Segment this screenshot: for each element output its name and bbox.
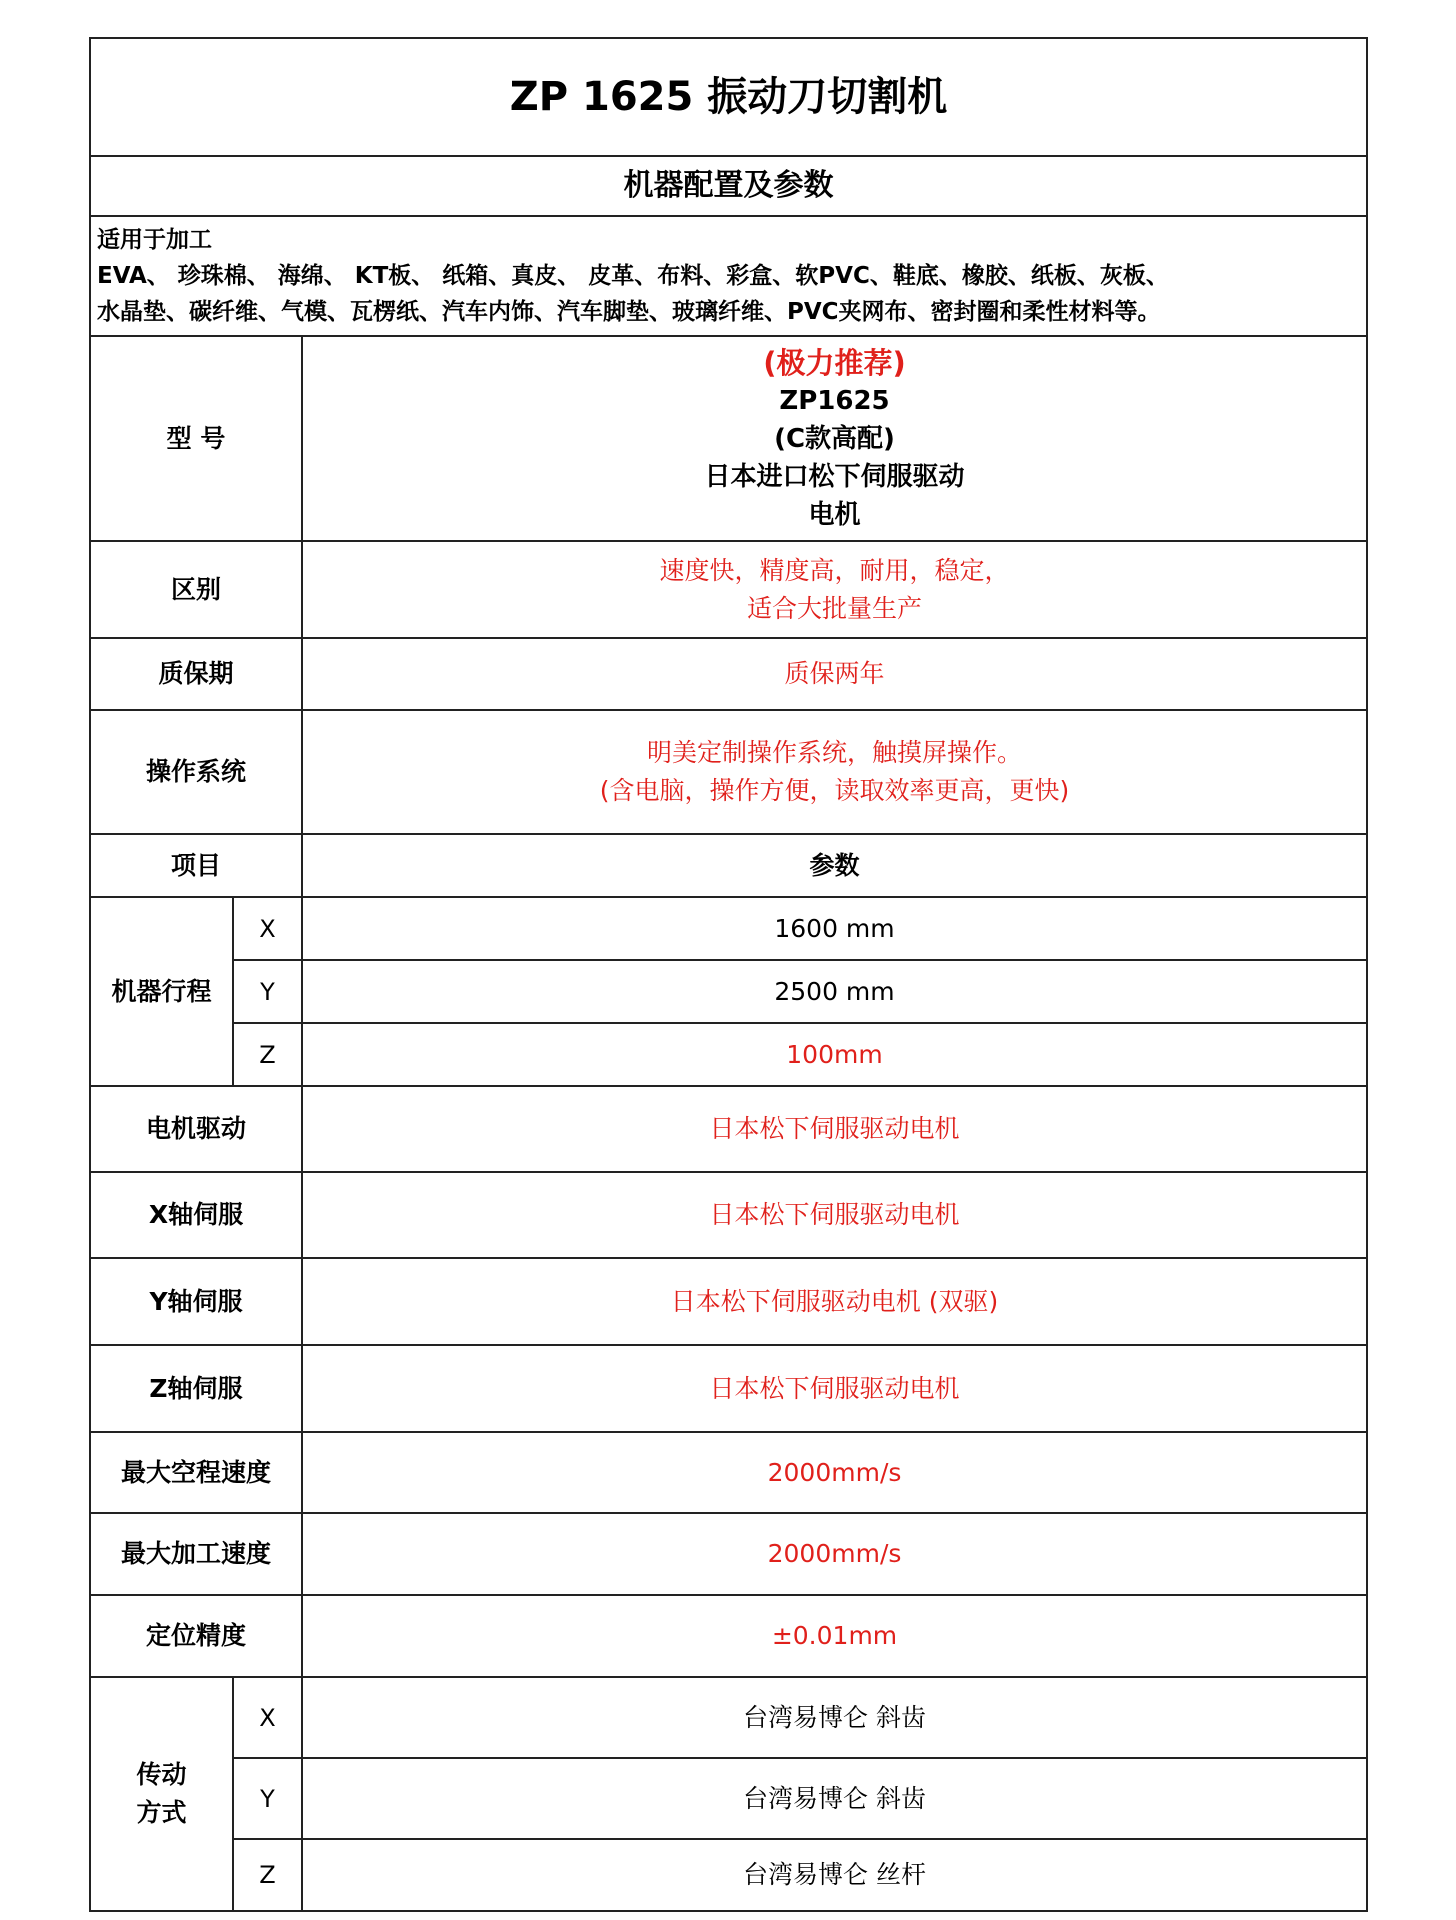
- positioning-label: 定位精度: [90, 1595, 302, 1677]
- x-servo-value: 日本松下伺服驱动电机: [302, 1172, 1367, 1258]
- applications-line-2: 水晶垫、碳纤维、气模、瓦楞纸、汽车内饰、汽车脚垫、玻璃纤维、PVC夹网布、密封圈和柔性材料等。: [97, 299, 1161, 325]
- recommend-tag: (极力推荐): [763, 345, 906, 380]
- difference-line-1: 速度快，精度高，耐用，稳定，: [659, 555, 1010, 585]
- max-idle-speed-label: 最大空程速度: [90, 1432, 302, 1513]
- difference-row: [90, 541, 1367, 638]
- transmission-axis-z: Z: [233, 1839, 302, 1911]
- transmission-label-line-2: 方式: [136, 1798, 187, 1827]
- header-row: [90, 834, 1367, 897]
- os-line-1: 明美定制操作系统，触摸屏操作。: [646, 738, 1022, 767]
- model-name: ZP1625: [779, 385, 890, 416]
- model-drive-line-2: 电机: [808, 499, 861, 530]
- y-servo-label: Y轴伺服: [90, 1258, 302, 1345]
- model-row: [90, 336, 1367, 541]
- title-row: [90, 38, 1367, 156]
- applications-cell: [90, 216, 1367, 336]
- travel-value-z: 100mm: [302, 1023, 1367, 1086]
- transmission-row-x: [90, 1677, 1367, 1758]
- section-title: 机器配置及参数: [90, 156, 1367, 216]
- max-cut-speed-row: [90, 1513, 1367, 1595]
- x-servo-row: [90, 1172, 1367, 1258]
- transmission-label: [90, 1677, 233, 1911]
- os-value: [302, 710, 1367, 834]
- transmission-value-z: 台湾易博仑 丝杆: [302, 1839, 1367, 1911]
- difference-value: [302, 541, 1367, 638]
- travel-axis-z: Z: [233, 1023, 302, 1086]
- os-line-2: (含电脑，操作方便，读取效率更高，更快): [599, 776, 1070, 805]
- travel-row-x: [90, 897, 1367, 960]
- model-variant: (C款高配): [774, 423, 895, 454]
- applications-heading: 适用于加工: [97, 227, 212, 253]
- travel-value-y: 2500 mm: [302, 960, 1367, 1023]
- y-servo-value: 日本松下伺服驱动电机 (双驱): [302, 1258, 1367, 1345]
- difference-label: 区别: [90, 541, 302, 638]
- motor-drive-label: 电机驱动: [90, 1086, 302, 1172]
- os-label: 操作系统: [90, 710, 302, 834]
- y-servo-row: [90, 1258, 1367, 1345]
- subtitle-row: [90, 156, 1367, 216]
- max-cut-speed-label: 最大加工速度: [90, 1513, 302, 1595]
- os-row: [90, 710, 1367, 834]
- warranty-row: [90, 638, 1367, 710]
- travel-value-x: 1600 mm: [302, 897, 1367, 960]
- transmission-value-x: 台湾易博仑 斜齿: [302, 1677, 1367, 1758]
- difference-line-2: 适合大批量生产: [746, 593, 922, 623]
- warranty-value: 质保两年: [302, 638, 1367, 710]
- max-cut-speed-value: 2000mm/s: [302, 1513, 1367, 1595]
- travel-row-y: [90, 960, 1367, 1023]
- positioning-row: [90, 1595, 1367, 1677]
- model-label: 型 号: [90, 336, 302, 541]
- transmission-row-y: [90, 1758, 1367, 1839]
- transmission-row-z: [90, 1839, 1367, 1911]
- max-idle-speed-value: 2000mm/s: [302, 1432, 1367, 1513]
- param-header: 参数: [302, 834, 1367, 897]
- positioning-value: ±0.01mm: [302, 1595, 1367, 1677]
- transmission-axis-x: X: [233, 1677, 302, 1758]
- x-servo-label: X轴伺服: [90, 1172, 302, 1258]
- model-value: [302, 336, 1367, 541]
- travel-axis-x: X: [233, 897, 302, 960]
- motor-drive-row: [90, 1086, 1367, 1172]
- applications-row: [90, 216, 1367, 336]
- transmission-value-y: 台湾易博仑 斜齿: [302, 1758, 1367, 1839]
- transmission-label-line-1: 传动: [136, 1760, 187, 1789]
- z-servo-label: Z轴伺服: [90, 1345, 302, 1432]
- motor-drive-value: 日本松下伺服驱动电机: [302, 1086, 1367, 1172]
- max-idle-speed-row: [90, 1432, 1367, 1513]
- z-servo-value: 日本松下伺服驱动电机: [302, 1345, 1367, 1432]
- item-header: 项目: [90, 834, 302, 897]
- spec-table: [89, 37, 1368, 1912]
- travel-label: 机器行程: [90, 897, 233, 1086]
- document-title: ZP 1625 振动刀切割机: [90, 38, 1367, 156]
- travel-axis-y: Y: [233, 960, 302, 1023]
- travel-row-z: [90, 1023, 1367, 1086]
- applications-line-1: EVA、 珍珠棉、 海绵、 KT板、 纸箱、真皮、 皮革、布料、彩盒、软PVC、鞋底、橡胶、纸板、灰板、: [97, 263, 1169, 289]
- model-drive-line-1: 日本进口松下伺服驱动: [704, 461, 965, 492]
- z-servo-row: [90, 1345, 1367, 1432]
- transmission-axis-y: Y: [233, 1758, 302, 1839]
- warranty-label: 质保期: [90, 638, 302, 710]
